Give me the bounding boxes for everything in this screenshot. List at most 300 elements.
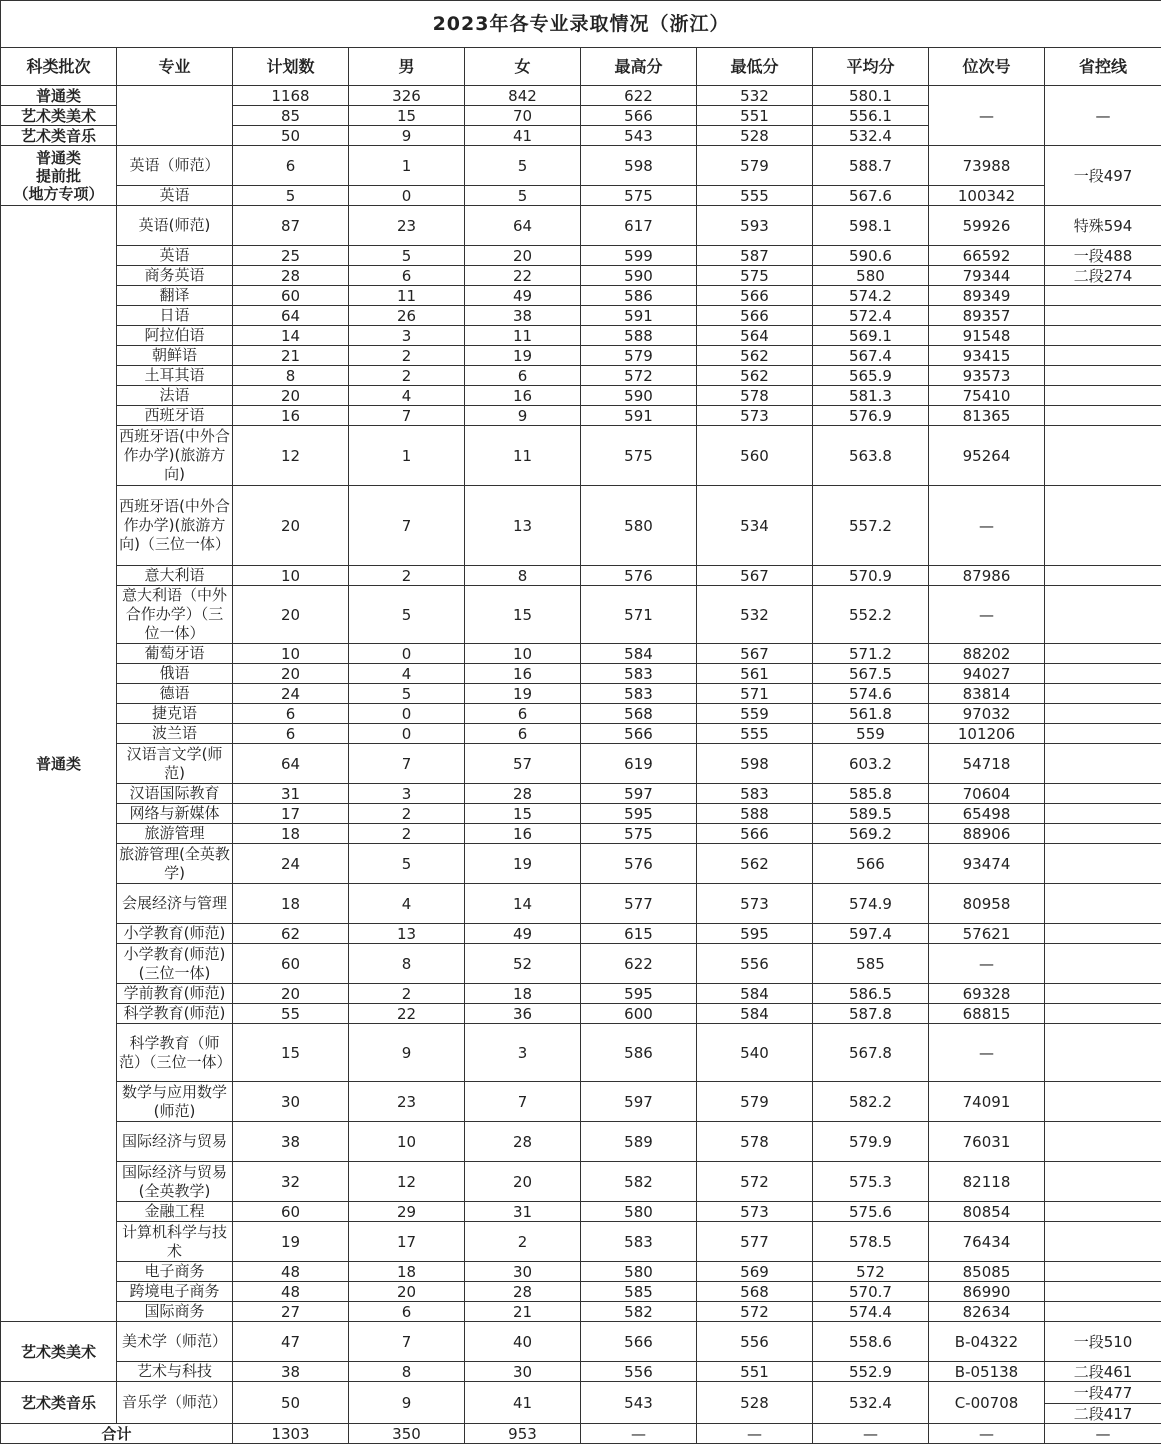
major-cell: 计算机科学与技术 — [117, 1222, 233, 1262]
title-row — [1, 1, 1161, 48]
plan-cell: 12 — [233, 426, 349, 486]
summary-row — [1, 86, 1161, 106]
male-cell: 2 — [349, 824, 465, 844]
max-score-cell: 572 — [581, 366, 697, 386]
male-cell: 3 — [349, 326, 465, 346]
female-cell: 49 — [465, 924, 581, 944]
male-cell: 2 — [349, 366, 465, 386]
rank-cell: 89357 — [929, 306, 1045, 326]
male-cell: 5 — [349, 246, 465, 266]
rank-cell: 93474 — [929, 844, 1045, 884]
min-score-cell: 564 — [697, 326, 813, 346]
control-line-cell — [1045, 1162, 1161, 1202]
plan-cell: 60 — [233, 944, 349, 984]
control-line-cell — [1045, 366, 1161, 386]
female-cell: 14 — [465, 884, 581, 924]
plan-cell: 1303 — [233, 1424, 349, 1444]
major-cell: 意大利语（中外合作办学）（三位一体） — [117, 586, 233, 644]
table-row — [1, 266, 1161, 286]
male-cell: 350 — [349, 1424, 465, 1444]
male-cell: 9 — [349, 1382, 465, 1424]
male-cell: 7 — [349, 486, 465, 566]
min-score-cell: 573 — [697, 1202, 813, 1222]
avg-score-cell: 570.9 — [813, 566, 929, 586]
min-score-cell: — — [697, 1424, 813, 1444]
min-score-cell: 566 — [697, 306, 813, 326]
avg-score-cell: 575.6 — [813, 1202, 929, 1222]
major-cell: 俄语 — [117, 664, 233, 684]
rank-cell: 83814 — [929, 684, 1045, 704]
min-score-cell: 587 — [697, 246, 813, 266]
avg-score-cell: 567.8 — [813, 1024, 929, 1082]
min-score-cell: 555 — [697, 186, 813, 206]
male-cell: 4 — [349, 884, 465, 924]
avg-score-cell: 561.8 — [813, 704, 929, 724]
max-score-cell: 566 — [581, 106, 697, 126]
rank-cell: — — [929, 486, 1045, 566]
male-cell: 23 — [349, 1082, 465, 1122]
avg-score-cell: 569.1 — [813, 326, 929, 346]
rank-cell: 74091 — [929, 1082, 1045, 1122]
avg-score-cell: 586.5 — [813, 984, 929, 1004]
max-score-cell: 580 — [581, 486, 697, 566]
max-score-cell: 543 — [581, 126, 697, 146]
rank-cell: 66592 — [929, 246, 1045, 266]
control-line-cell — [1045, 784, 1161, 804]
max-score-cell: 575 — [581, 824, 697, 844]
avg-score-cell: 587.8 — [813, 1004, 929, 1024]
male-cell: 17 — [349, 1222, 465, 1262]
plan-cell: 31 — [233, 784, 349, 804]
min-score-cell: 551 — [697, 1362, 813, 1382]
table-row — [1, 1024, 1161, 1082]
major-cell: 朝鲜语 — [117, 346, 233, 366]
plan-cell: 14 — [233, 326, 349, 346]
avg-score-cell: 572.4 — [813, 306, 929, 326]
min-score-cell: 579 — [697, 1082, 813, 1122]
table-row — [1, 644, 1161, 664]
table-row — [1, 684, 1161, 704]
male-cell: 0 — [349, 724, 465, 744]
female-cell: 28 — [465, 1122, 581, 1162]
plan-cell: 48 — [233, 1262, 349, 1282]
rank-cell: — — [929, 86, 1045, 146]
male-cell: 13 — [349, 924, 465, 944]
male-cell: 4 — [349, 664, 465, 684]
rank-cell: 57621 — [929, 924, 1045, 944]
table-row — [1, 306, 1161, 326]
early-batch-row — [1, 186, 1161, 206]
major-cell-empty — [117, 86, 233, 146]
max-score-cell: 580 — [581, 1262, 697, 1282]
male-cell: 4 — [349, 386, 465, 406]
male-cell: 1 — [349, 146, 465, 186]
table-row — [1, 346, 1161, 366]
avg-score-cell: 566 — [813, 844, 929, 884]
control-line-cell — [1045, 286, 1161, 306]
major-cell: 艺术与科技 — [117, 1362, 233, 1382]
control-line-cell — [1045, 486, 1161, 566]
male-cell: 7 — [349, 406, 465, 426]
plan-cell: 20 — [233, 984, 349, 1004]
female-cell: 16 — [465, 386, 581, 406]
table-row — [1, 326, 1161, 346]
control-line-cell: 特殊594 — [1045, 206, 1161, 246]
control-line-cell: — — [1045, 86, 1161, 146]
rank-cell: 88906 — [929, 824, 1045, 844]
control-line-cell — [1045, 944, 1161, 984]
control-line-cell — [1045, 844, 1161, 884]
plan-cell: 24 — [233, 684, 349, 704]
control-line-cell — [1045, 984, 1161, 1004]
max-score-cell: 575 — [581, 186, 697, 206]
male-cell: 2 — [349, 346, 465, 366]
category-line: （地方专项） — [3, 185, 114, 203]
female-cell: 49 — [465, 286, 581, 306]
plan-cell: 15 — [233, 1024, 349, 1082]
major-cell: 法语 — [117, 386, 233, 406]
min-score-cell: 532 — [697, 586, 813, 644]
max-score-cell: 597 — [581, 784, 697, 804]
female-cell: 16 — [465, 824, 581, 844]
max-score-cell: 600 — [581, 1004, 697, 1024]
avg-score-cell: 590.6 — [813, 246, 929, 266]
male-cell: 2 — [349, 566, 465, 586]
min-score-cell: 562 — [697, 346, 813, 366]
plan-cell: 32 — [233, 1162, 349, 1202]
major-cell: 汉语国际教育 — [117, 784, 233, 804]
control-line-cell — [1045, 924, 1161, 944]
control-line-cell: 二段274 — [1045, 266, 1161, 286]
male-cell: 1 — [349, 426, 465, 486]
avg-score-header: 平均分 — [813, 48, 929, 86]
min-score-cell: 555 — [697, 724, 813, 744]
plan-cell: 20 — [233, 386, 349, 406]
table-row — [1, 724, 1161, 744]
plan-cell: 60 — [233, 286, 349, 306]
major-cell: 学前教育(师范) — [117, 984, 233, 1004]
major-cell: 西班牙语 — [117, 406, 233, 426]
min-score-cell: 559 — [697, 704, 813, 724]
female-cell: 16 — [465, 664, 581, 684]
total-row — [1, 1424, 1161, 1444]
table-row — [1, 1122, 1161, 1162]
max-score-cell: 580 — [581, 1202, 697, 1222]
rank-cell: 91548 — [929, 326, 1045, 346]
female-cell: 41 — [465, 126, 581, 146]
table-row — [1, 1004, 1161, 1024]
major-cell: 英语 — [117, 186, 233, 206]
male-cell: 9 — [349, 126, 465, 146]
max-score-cell: 586 — [581, 286, 697, 306]
avg-score-cell: 585 — [813, 944, 929, 984]
rank-cell: — — [929, 944, 1045, 984]
max-score-cell: 586 — [581, 1024, 697, 1082]
avg-score-cell: 589.5 — [813, 804, 929, 824]
rank-cell: 76031 — [929, 1122, 1045, 1162]
table-row — [1, 784, 1161, 804]
rank-cell: 100342 — [929, 186, 1045, 206]
min-score-cell: 568 — [697, 1282, 813, 1302]
female-cell: 19 — [465, 844, 581, 884]
female-cell: 20 — [465, 246, 581, 266]
plan-cell: 6 — [233, 704, 349, 724]
min-score-cell: 595 — [697, 924, 813, 944]
rank-cell: B-05138 — [929, 1362, 1045, 1382]
plan-cell: 64 — [233, 744, 349, 784]
early-batch-row — [1, 146, 1161, 186]
min-score-cell: 566 — [697, 824, 813, 844]
female-cell: 6 — [465, 704, 581, 724]
table-title: 2023年各专业录取情况（浙江） — [1, 1, 1161, 48]
avg-score-cell: 579.9 — [813, 1122, 929, 1162]
avg-score-cell: 597.4 — [813, 924, 929, 944]
female-cell: 6 — [465, 366, 581, 386]
plan-cell: 30 — [233, 1082, 349, 1122]
min-score-cell: 577 — [697, 1222, 813, 1262]
major-cell: 小学教育(师范)(三位一体) — [117, 944, 233, 984]
plan-cell: 21 — [233, 346, 349, 366]
avg-score-cell: 576.9 — [813, 406, 929, 426]
major-cell: 意大利语 — [117, 566, 233, 586]
control-line-cell — [1045, 704, 1161, 724]
table-row — [1, 386, 1161, 406]
table-row — [1, 586, 1161, 644]
control-line-cell — [1045, 744, 1161, 784]
max-score-cell: 579 — [581, 346, 697, 366]
max-score-cell: 585 — [581, 1282, 697, 1302]
plan-cell: 28 — [233, 266, 349, 286]
category-line: 提前批 — [3, 167, 114, 185]
avg-score-cell: 574.4 — [813, 1302, 929, 1322]
plan-cell: 8 — [233, 366, 349, 386]
category-cell: 普通类 — [1, 206, 117, 1322]
art-row — [1, 1362, 1161, 1382]
avg-score-cell: 565.9 — [813, 366, 929, 386]
min-score-cell: 578 — [697, 1122, 813, 1162]
table-row — [1, 566, 1161, 586]
major-header: 专业 — [117, 48, 233, 86]
min-score-cell: 566 — [697, 286, 813, 306]
male-cell: 12 — [349, 1162, 465, 1202]
plan-cell: 55 — [233, 1004, 349, 1024]
avg-score-cell: 574.9 — [813, 884, 929, 924]
plan-cell: 18 — [233, 824, 349, 844]
avg-score-cell: 581.3 — [813, 386, 929, 406]
plan-cell: 16 — [233, 406, 349, 426]
min-score-cell: 569 — [697, 1262, 813, 1282]
plan-cell: 47 — [233, 1322, 349, 1362]
avg-score-cell: 569.2 — [813, 824, 929, 844]
male-cell: 0 — [349, 644, 465, 664]
table-row — [1, 824, 1161, 844]
max-score-cell: 589 — [581, 1122, 697, 1162]
plan-cell: 20 — [233, 664, 349, 684]
max-score-cell: 597 — [581, 1082, 697, 1122]
plan-cell: 18 — [233, 884, 349, 924]
max-score-cell: 591 — [581, 406, 697, 426]
female-cell: 19 — [465, 684, 581, 704]
female-cell: 40 — [465, 1322, 581, 1362]
plan-cell: 20 — [233, 486, 349, 566]
avg-score-cell: 572 — [813, 1262, 929, 1282]
control-line-cell — [1045, 724, 1161, 744]
max-score-cell: — — [581, 1424, 697, 1444]
avg-score-cell: 575.3 — [813, 1162, 929, 1202]
avg-score-cell: 580 — [813, 266, 929, 286]
male-cell: 6 — [349, 1302, 465, 1322]
major-cell: 英语(师范) — [117, 206, 233, 246]
plan-cell: 38 — [233, 1362, 349, 1382]
max-score-cell: 591 — [581, 306, 697, 326]
plan-cell: 20 — [233, 586, 349, 644]
female-cell: 10 — [465, 644, 581, 664]
plan-header: 计划数 — [233, 48, 349, 86]
table-row — [1, 366, 1161, 386]
male-cell: 0 — [349, 704, 465, 724]
max-score-cell: 566 — [581, 724, 697, 744]
category-cell: 艺术类音乐 — [1, 126, 117, 146]
male-cell: 5 — [349, 684, 465, 704]
rank-cell: 70604 — [929, 784, 1045, 804]
plan-cell: 50 — [233, 1382, 349, 1424]
major-cell: 日语 — [117, 306, 233, 326]
male-cell: 9 — [349, 1024, 465, 1082]
rank-cell: 85085 — [929, 1262, 1045, 1282]
major-cell: 会展经济与管理 — [117, 884, 233, 924]
control-line-cell: 一段510 — [1045, 1322, 1161, 1362]
rank-cell: 94027 — [929, 664, 1045, 684]
control-line-cell — [1045, 306, 1161, 326]
max-score-cell: 598 — [581, 146, 697, 186]
control-line-cell — [1045, 1004, 1161, 1024]
major-cell: 科学教育(师范) — [117, 1004, 233, 1024]
female-cell: 5 — [465, 186, 581, 206]
table-row — [1, 286, 1161, 306]
rank-cell: 97032 — [929, 704, 1045, 724]
min-score-cell: 573 — [697, 884, 813, 924]
avg-score-cell: 598.1 — [813, 206, 929, 246]
male-cell: 326 — [349, 86, 465, 106]
table-row — [1, 744, 1161, 784]
control-line-cell — [1045, 346, 1161, 366]
female-cell: 28 — [465, 1282, 581, 1302]
major-cell: 网络与新媒体 — [117, 804, 233, 824]
min-score-cell: 578 — [697, 386, 813, 406]
avg-score-cell: 588.7 — [813, 146, 929, 186]
plan-cell: 10 — [233, 566, 349, 586]
female-cell: 19 — [465, 346, 581, 366]
male-cell: 11 — [349, 286, 465, 306]
plan-cell: 10 — [233, 644, 349, 664]
female-cell: 36 — [465, 1004, 581, 1024]
avg-score-cell: 603.2 — [813, 744, 929, 784]
max-score-cell: 576 — [581, 566, 697, 586]
female-cell: 38 — [465, 306, 581, 326]
table-row — [1, 1262, 1161, 1282]
max-score-cell: 582 — [581, 1162, 697, 1202]
major-cell: 国际经济与贸易 — [117, 1122, 233, 1162]
rank-cell: B-04322 — [929, 1322, 1045, 1362]
max-score-cell: 583 — [581, 664, 697, 684]
major-cell: 西班牙语(中外合作办学)(旅游方向) — [117, 426, 233, 486]
male-cell: 5 — [349, 844, 465, 884]
control-line-cell — [1045, 884, 1161, 924]
min-score-cell: 572 — [697, 1302, 813, 1322]
female-cell: 15 — [465, 586, 581, 644]
avg-score-cell: 574.2 — [813, 286, 929, 306]
male-header: 男 — [349, 48, 465, 86]
control-line-cell — [1045, 386, 1161, 406]
control-line-cell — [1045, 684, 1161, 704]
category-header: 科类批次 — [1, 48, 117, 86]
rank-cell: 81365 — [929, 406, 1045, 426]
avg-score-cell: 558.6 — [813, 1322, 929, 1362]
major-cell: 国际商务 — [117, 1302, 233, 1322]
plan-cell: 27 — [233, 1302, 349, 1322]
art-row — [1, 1322, 1161, 1362]
control-line-cell — [1045, 566, 1161, 586]
rank-cell: 88202 — [929, 644, 1045, 664]
min-score-cell: 588 — [697, 804, 813, 824]
table-row — [1, 1222, 1161, 1262]
plan-cell: 6 — [233, 146, 349, 186]
female-cell: 15 — [465, 804, 581, 824]
male-cell: 20 — [349, 1282, 465, 1302]
max-score-cell: 582 — [581, 1302, 697, 1322]
female-cell: 18 — [465, 984, 581, 1004]
max-score-cell: 588 — [581, 326, 697, 346]
control-line-cell — [1045, 326, 1161, 346]
female-cell: 28 — [465, 784, 581, 804]
male-cell: 3 — [349, 784, 465, 804]
category-cell — [1, 146, 117, 206]
major-cell: 跨境电子商务 — [117, 1282, 233, 1302]
rank-cell: 75410 — [929, 386, 1045, 406]
max-score-cell: 571 — [581, 586, 697, 644]
category-cell: 艺术类美术 — [1, 106, 117, 126]
rank-cell: 76434 — [929, 1222, 1045, 1262]
avg-score-cell: 552.9 — [813, 1362, 929, 1382]
rank-cell: — — [929, 1424, 1045, 1444]
avg-score-cell: 582.2 — [813, 1082, 929, 1122]
table-row — [1, 246, 1161, 266]
max-score-cell: 599 — [581, 246, 697, 266]
category-cell: 普通类 — [1, 86, 117, 106]
control-line-cell — [1045, 804, 1161, 824]
rank-cell: C-00708 — [929, 1382, 1045, 1424]
rank-cell: 69328 — [929, 984, 1045, 1004]
control-line-cell: 一段477 — [1045, 1382, 1161, 1404]
rank-cell: 93573 — [929, 366, 1045, 386]
table-row — [1, 1202, 1161, 1222]
avg-score-cell: 556.1 — [813, 106, 929, 126]
category-line: 普通类 — [3, 149, 114, 167]
control-line-cell — [1045, 824, 1161, 844]
control-line-cell: — — [1045, 1424, 1161, 1444]
female-header: 女 — [465, 48, 581, 86]
male-cell: 5 — [349, 586, 465, 644]
avg-score-cell: 571.2 — [813, 644, 929, 664]
female-cell: 11 — [465, 326, 581, 346]
female-cell: 30 — [465, 1362, 581, 1382]
female-cell: 13 — [465, 486, 581, 566]
avg-score-cell: 563.8 — [813, 426, 929, 486]
plan-cell: 6 — [233, 724, 349, 744]
max-score-cell: 622 — [581, 944, 697, 984]
avg-score-cell: 580.1 — [813, 86, 929, 106]
rank-cell: 73988 — [929, 146, 1045, 186]
